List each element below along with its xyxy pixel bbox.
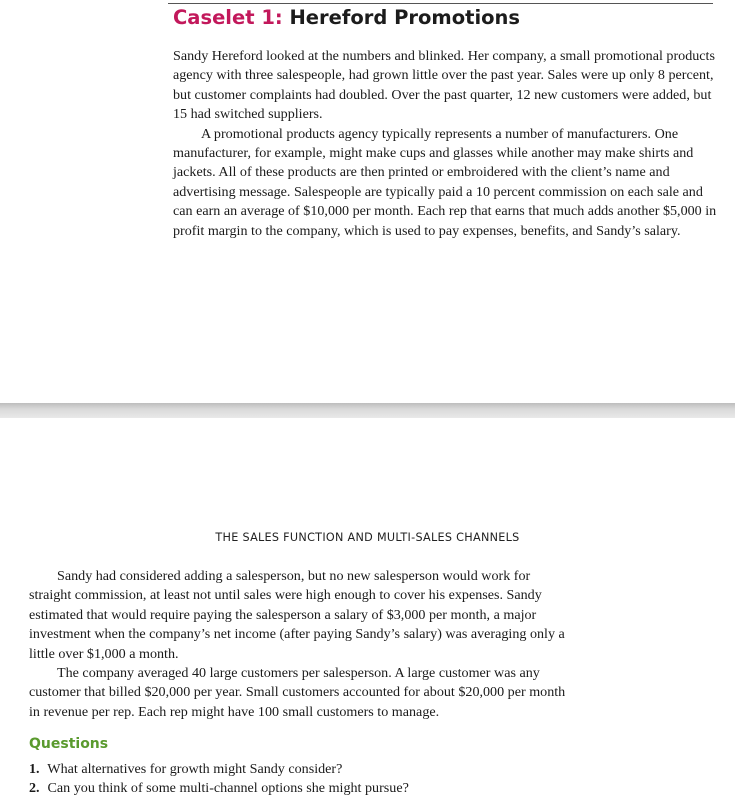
top-rule [168, 3, 713, 4]
caselet-paragraph: Sandy Hereford looked at the numbers and blinked. Her company, a small promotional products agency with three salespeople, had grown little over the past year. Sales were up only 8 percent, but customer complaints had doubled. Over the past quarter, 12 new customers were added, but 15 had switched suppliers. [173, 48, 715, 123]
continued-body [29, 567, 574, 722]
questions-list [29, 760, 409, 799]
question-item [29, 779, 409, 798]
page-divider [0, 403, 735, 418]
running-head: THE SALES FUNCTION AND MULTI-SALES CHANNELS [215, 531, 520, 544]
caselet-paragraph: A promotional products agency typically represents a number of manufacturers. One manufacturer, for example, might make cups and glasses while another may make shirts and jackets. All of these products are then printed or embroidered with the client’s name and advertising message. Salespeople are typically paid a 10 percent commission on each sale and can earn an average of $10,000 per month. Each rep that earns that much adds another $5,000 in profit margin to the company, which is used to pay expenses, benefits, and Sandy’s salary. [173, 125, 717, 239]
question-text: What alternatives for growth might Sandy consider? [47, 761, 343, 777]
continued-paragraph: The company averaged 40 large customers per salesperson. A large customer was any customer that billed $20,000 per year. Small customers accounted for about $20,000 per month in revenue per rep. Each rep might have 100 small customers to manage. [29, 665, 566, 720]
question-item [29, 760, 409, 779]
caselet-body [173, 47, 718, 241]
question-number: 1. [29, 761, 40, 777]
caselet-title-text: Hereford Promotions [289, 6, 521, 29]
question-number: 2. [29, 780, 40, 797]
questions-heading: Questions [29, 736, 109, 752]
caselet-label: Caselet 1: [173, 6, 283, 29]
caselet-title [173, 6, 520, 29]
question-text: Can you think of some multi-channel options she might pursue? [47, 780, 409, 797]
continued-paragraph: Sandy had considered adding a salesperson, but no new salesperson would work for straight commission, at least not until sales were high enough to cover his expenses. Sandy estimated that would require paying the salesperson a salary of $3,000 per month, a major investment when the company’s net income (after paying Sandy’s salary) was averaging only a little over $1,000 a month. [29, 568, 565, 662]
